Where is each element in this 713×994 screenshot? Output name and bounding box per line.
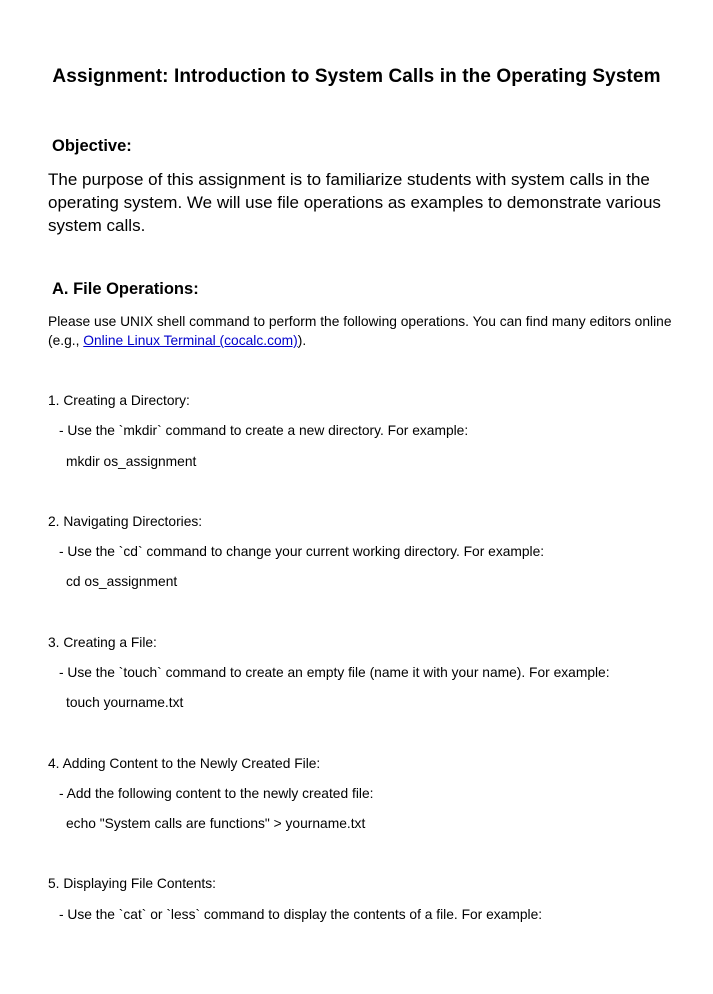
step-5-instruction: - Use the `cat` or `less` command to display the contents of a file. For example: [59, 907, 543, 922]
section-a-intro-text: Please use UNIX shell command to perform the following operations. You can find many editors online (e.g., [48, 314, 672, 348]
step-4-instruction: - Add the following content to the newly created file: [59, 786, 374, 801]
page-title: Assignment: Introduction to System Calls in the Operating System [52, 66, 661, 87]
step-1-instruction: - Use the `mkdir` command to create a new directory. For example: [59, 423, 469, 438]
objective-heading: Objective: [52, 137, 132, 155]
step-3-example: touch yourname.txt [66, 695, 184, 710]
step-2-title: 2. Navigating Directories: [48, 514, 203, 529]
step-5-title: 5. Displaying File Contents: [48, 876, 216, 891]
section-a-heading: A. File Operations: [52, 280, 199, 298]
section-a-intro [48, 312, 688, 350]
step-3-title: 3. Creating a File: [48, 635, 157, 650]
step-2-instruction: - Use the `cd` command to change your current working directory. For example: [59, 544, 545, 559]
step-2-example: cd os_assignment [66, 574, 178, 589]
section-a-intro-end: ). [297, 333, 307, 348]
step-1-example: mkdir os_assignment [66, 454, 197, 469]
online-linux-terminal-link[interactable]: Online Linux Terminal (cocalc.com) [83, 333, 298, 348]
objective-text: The purpose of this assignment is to familiarize students with system calls in the operating system. We will use file operations as examples to demonstrate various system calls. [48, 170, 661, 235]
step-4-example: echo "System calls are functions" > yourname.txt [66, 816, 366, 831]
step-4-title: 4. Adding Content to the Newly Created File: [48, 756, 321, 771]
step-3-instruction: - Use the `touch` command to create an empty file (name it with your name). For example: [59, 665, 610, 680]
step-1-title: 1. Creating a Directory: [48, 393, 190, 408]
